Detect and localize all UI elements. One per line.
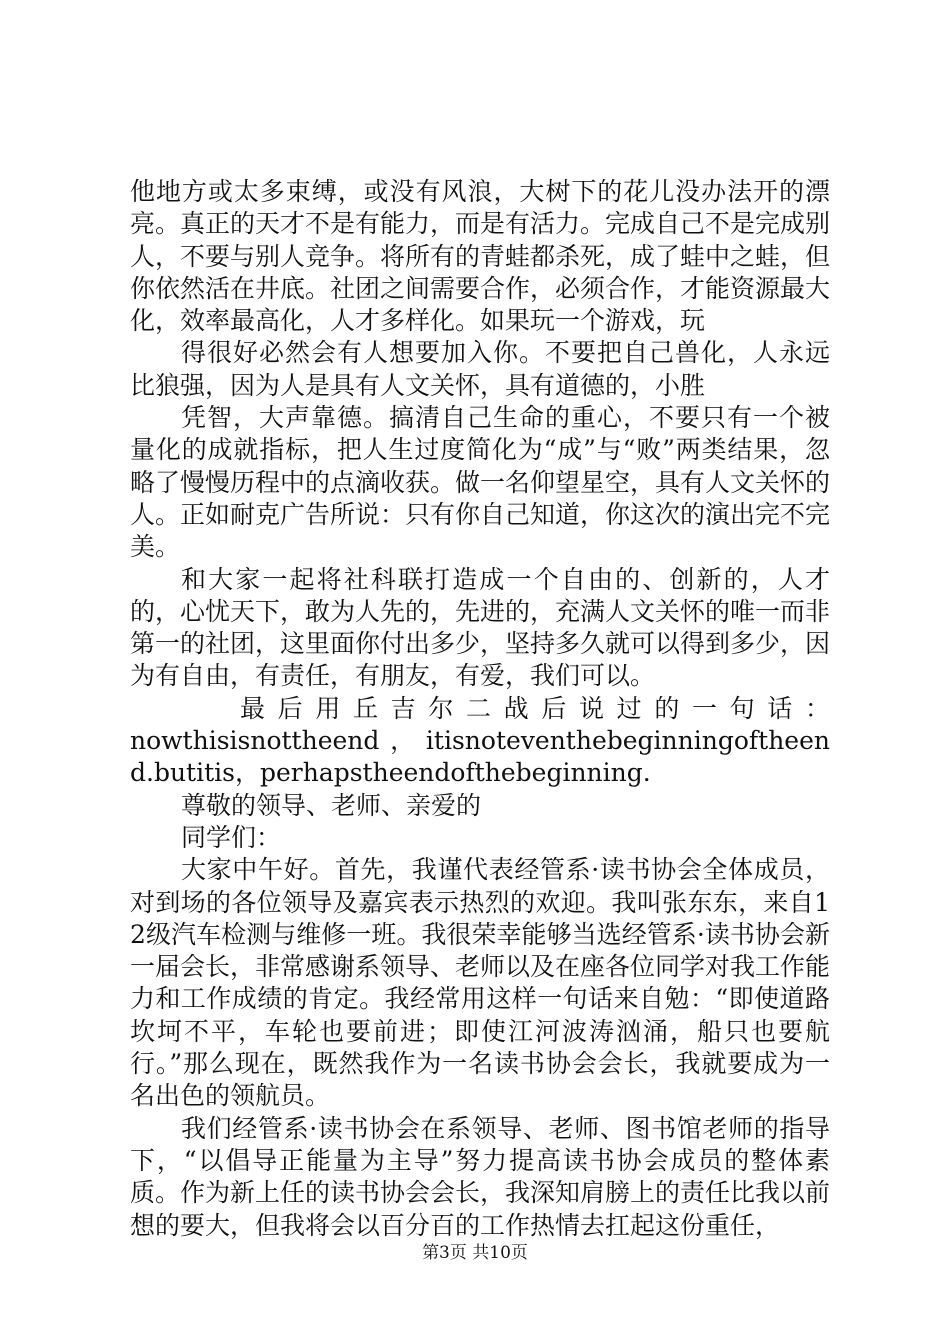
paragraph-churchill-intro: 最后用丘吉尔二战后说过的一句话： — [240, 693, 830, 723]
paragraph-association: 我们经管系·读书协会在系领导、老师、图书馆老师的指导下，“以倡导正能量为主导”努力提高读书协会成员的整体素质。作为新上任的读书协会会长，我深知肩膀上的责任比我以前想的要大，但我将会以百分百的工作热情去扛起这份重任， — [130, 1113, 831, 1240]
paragraph-fragment-2: 凭智，大声靠德。搞清自己生命的重心，不要只有一个被量化的成就指标，把人生过度简化为“成”与“败”两类结果，忽略了慢慢历程中的点滴收获。做一名仰望星空，具有人文关怀的人。正如耐克广告所说：只有你自己知道，你这次的演出完不完美。 — [130, 403, 831, 562]
salutation-line-1: 尊敬的领导、老师、亲爱的 — [181, 790, 482, 820]
paragraph-fragment-1: 得很好必然会有人想要加入你。不要把自己兽化，人永远比狼强，因为人是具有人文关怀，具有道德的，小胜 — [130, 338, 830, 400]
page-footer: 第3页 共10页 — [422, 1243, 528, 1263]
salutation-line-2: 同学们： — [181, 822, 282, 852]
paragraph-greeting: 大家中午好。首先，我谨代表经管系·读书协会全体成员，对到场的各位领导及嘉宾表示热烈的欢迎。我叫张东东，来自12级汽车检测与维修一班。我很荣幸能够当选经管系·读书协会新一届会长，非常感谢系领导、老师以及在座各位同学对我工作能力和工作成绩的肯定。我经常用这样一句话来自勉：“即使道路坎坷不平，车轮也要前进；即使江河波涛汹涌，船只也要航行。”那么现在，既然我作为一名读书协会会长，我就要成为一名出色的领航员。 — [130, 855, 831, 1111]
paragraph-society: 和大家一起将社科联打造成一个自由的、创新的，人才的，心忧天下，敢为人先的，先进的，充满人文关怀的唯一而非第一的社团，这里面你付出多少，坚持多久就可以得到多少，因为有自由，有责任，有朋友，有爱，我们可以。 — [130, 564, 831, 691]
body-text — [130, 176, 830, 1242]
paragraph-churchill-quote: nowthisisnottheend，itisnoteventhebeginningoftheend.butitis，perhapstheendofthebeginning. — [130, 726, 830, 788]
paragraph-continuation: 他地方或太多束缚，或没有风浪，大树下的花儿没办法开的漂亮。真正的天才不是有能力，而是有活力。完成自己不是完成别人，不要与别人竞争。将所有的青蛙都杀死，成了蛙中之蛙，但你依然活在井底。社团之间需要合作，必须合作，才能资源最大化，效率最高化，人才多样化。如果玩一个游戏，玩 — [130, 177, 831, 336]
